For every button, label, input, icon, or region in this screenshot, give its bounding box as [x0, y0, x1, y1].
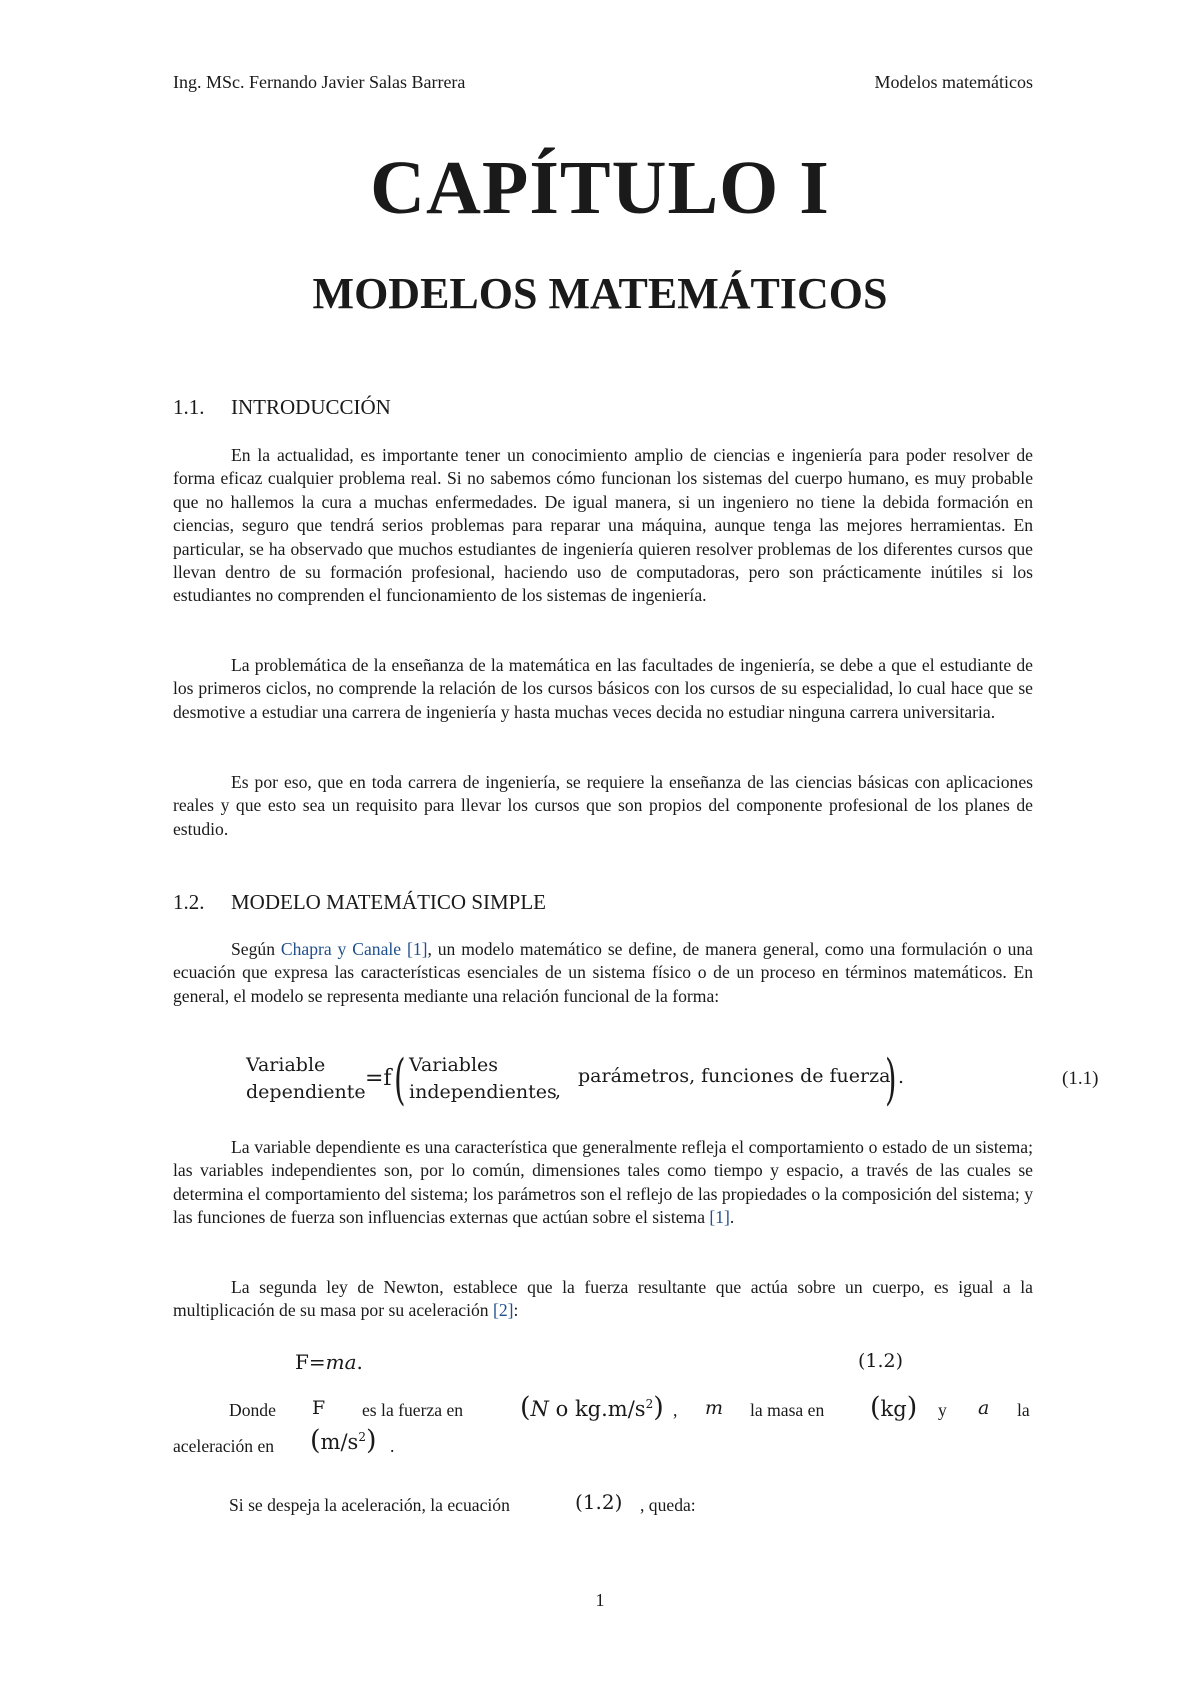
unit-kg: kg [880, 1397, 907, 1421]
eq-lhs: F [295, 1350, 309, 1374]
colon: : [513, 1300, 519, 1321]
equation-number: (1.1) [1062, 1068, 1099, 1089]
header-author: Ing. MSc. Fernando Javier Salas Barrera [173, 72, 466, 92]
paragraph-intro-1 [173, 444, 1033, 608]
header-topic: Modelos matemáticos [874, 72, 1033, 92]
paragraph-intro-3 [173, 771, 1033, 841]
mass-text: la masa en [750, 1400, 825, 1420]
paragraph-variables [173, 1136, 1033, 1230]
paragraph-text: La problemática de la enseñanza de la matemática en las facultades de ingeniería, se debe a que el estudiante de los primeros ciclos, no comprende la relación de los cursos básicos con los cursos de su especialidad, lo cual hace que se desmotive a estudiar una carrera de ingeniería y hasta muchas veces decida no estudiar ninguna carrera universitaria. [173, 655, 1033, 722]
solve-text-end: , queda: [640, 1495, 696, 1515]
force-text: es la fuerza en [362, 1400, 464, 1420]
paragraph-text: , un modelo matemático se define, de manera general, como una formulación o una ecuación que expresa las características esenciales de un sistema físico o de un proceso en términos matemáticos. En general, el modelo se representa mediante una relación funcional de la forma: [173, 939, 1033, 1006]
unit-accel: $(m/s^2)$ [310, 1425, 377, 1456]
section-number: 1.2. [173, 890, 205, 914]
page-number: 1 [595, 1590, 605, 1610]
section-title: INTRODUCCIÓN [231, 395, 391, 419]
section-number: 1.1. [173, 395, 205, 419]
symbol-accel: a [978, 1397, 990, 1419]
section-heading-1 [173, 395, 391, 420]
eq-lhs-line1: Variable [246, 1054, 326, 1076]
equation-1-1-rest: parámetros, funciones de fuerza [578, 1065, 891, 1087]
unit-or: o [555, 1397, 569, 1421]
paragraph-text: Según [231, 939, 281, 959]
equation-1-1-f: =f [365, 1066, 392, 1091]
citation-link[interactable]: [2] [493, 1300, 514, 1321]
paragraph-newton [173, 1276, 1033, 1323]
paragraph-text: La segunda ley de Newton, establece que la fuerza resultante que actúa sobre un cuerpo, es igual a la multiplicación de su masa por su aceleración [173, 1277, 1033, 1321]
eq-period: . [898, 1066, 905, 1088]
unit-ms: m/s [320, 1430, 359, 1454]
paragraph-text: En la actualidad, es importante tener un conocimiento amplio de ciencias e ingeniería para poder resolver de forma eficaz cualquier problema real. Si no sabemos cómo funcionan los sistemas del cuerpo humano, es muy probable que no hallemos la cura a muchas enfermedades. De igual manera, si un ingeniero no tiene la debida formación en ciencias, seguro que tendrá serios problemas para reparar una máquina, aunque tenga las mejores herramientas. En particular, se ha observado que muchos estudiantes de ingeniería quieren resolver problemas de los diferentes cursos que llevan dentro de su formación profesional, haciendo uso de computadoras, pero son prácticamente inútiles si los estudiantes no comprenden el funcionamiento de los sistemas de ingeniería. [173, 445, 1033, 606]
where-word: Donde [229, 1400, 276, 1420]
the-word: la [1017, 1400, 1030, 1420]
citation-link[interactable]: [1] [709, 1207, 730, 1228]
eq-comma: , [555, 1080, 562, 1102]
paragraph-intro-2 [173, 654, 1033, 724]
paragraph-text: Es por eso, que en toda carrera de ingeniería, se requiere la enseñanza de las ciencias básicas con aplicaciones reales y que esto sea un requisito para llevar los cursos que son propios del componente profesional de los planes de estudio. [173, 772, 1033, 839]
paragraph-text: La variable dependiente es una característica que generalmente refleja el comportamiento o estado de un sistema; las variables independientes son, por lo común, dimensiones tales como tiempo y espacio, a través de las cuales se determina el comportamiento del sistema; los parámetros son el reflejo de las propiedades o la composición del sistema; y las funciones de fuerza son influencias externas que actúan sobre el sistema [173, 1137, 1033, 1228]
symbol-mass: m [705, 1397, 724, 1419]
comma: , [673, 1400, 678, 1420]
accel-text: aceleración en [173, 1436, 275, 1456]
eq-arg-line2: independientes [409, 1081, 557, 1103]
unit-mass: (kg) [870, 1392, 918, 1423]
solve-text: Si se despeja la aceleración, la ecuación [229, 1495, 510, 1515]
unit-kgms: kg.m/s [574, 1397, 646, 1421]
unit-n: N [530, 1397, 549, 1421]
symbol-force: F [312, 1397, 326, 1419]
chapter-subtitle: MODELOS MATEMÁTICOS [312, 269, 888, 318]
equation-1-1-lhs [246, 1052, 366, 1106]
equation-number: (1.2) [858, 1350, 904, 1372]
section-heading-2 [173, 890, 546, 915]
eq-arg-line1: Variables [409, 1054, 499, 1076]
eq-paren-left: ( [394, 1048, 406, 1111]
equation-1-1-args [409, 1052, 557, 1106]
period: . [729, 1207, 735, 1228]
chapter-title: CAPÍTULO I [370, 146, 830, 230]
unit-force: (N o $kg.m/s^2$) [520, 1392, 664, 1423]
eq-lhs-line2: dependiente [246, 1081, 366, 1103]
paragraph-model-definition [173, 938, 1033, 1008]
eq-paren-right: ) [885, 1048, 897, 1111]
eq-rhs: ma [325, 1350, 357, 1374]
citation-link[interactable]: Chapra y Canale [1] [280, 939, 428, 959]
equation-1-2: F=ma. [295, 1350, 363, 1374]
equation-ref: (1.2) [575, 1490, 623, 1514]
period: . [390, 1436, 395, 1456]
and-word: y [938, 1400, 947, 1420]
section-title: MODELO MATEMÁTICO SIMPLE [231, 890, 546, 914]
